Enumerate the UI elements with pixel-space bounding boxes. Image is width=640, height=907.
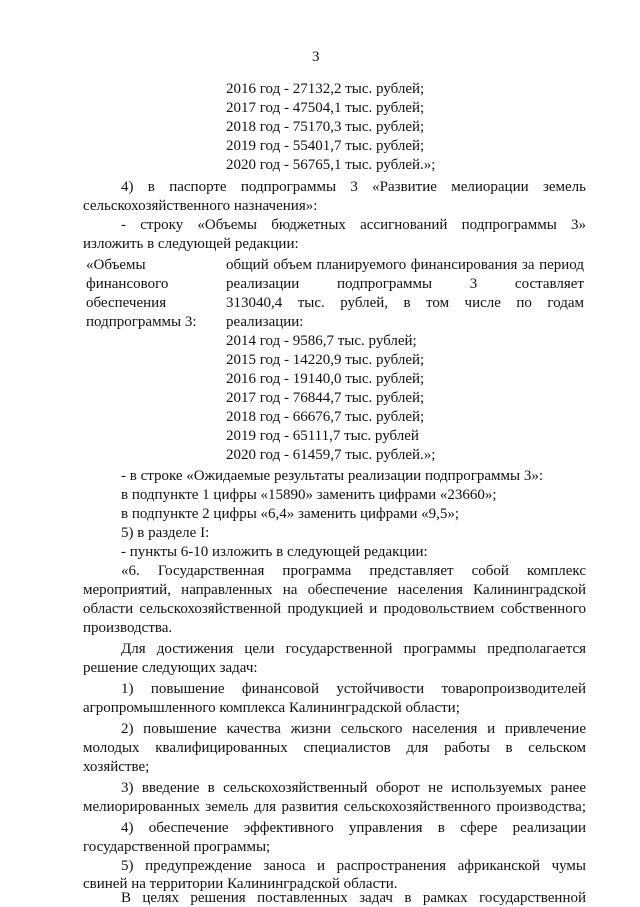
table-year: 2016 год - 19140,0 тыс. рублей; (226, 371, 425, 387)
paragraph-line: Для достижения цели государственной программы предполагается (121, 641, 586, 657)
list-item: 2020 год - 56765,1 тыс. рублей.»; (226, 157, 436, 173)
paragraph-line: производства. (83, 620, 173, 636)
table-year: 2018 год - 66676,7 тыс. рублей; (226, 409, 425, 425)
list-item: 2017 год - 47504,1 тыс. рублей; (226, 100, 425, 116)
paragraph-line: 4) в паспорте подпрограммы 3 «Развитие мелиорации земель (121, 179, 586, 195)
table-label: обеспечения (86, 295, 167, 311)
table-label: «Объемы (86, 257, 146, 273)
paragraph-line: - строку «Объемы бюджетных ассигнований подпрограммы 3» (121, 217, 586, 233)
paragraph-line: В целях решения поставленных задач в рамках государственной (121, 890, 586, 906)
table-year: 2017 год - 76844,7 тыс. рублей; (226, 390, 425, 406)
paragraph-line: хозяйстве; (83, 759, 150, 775)
paragraph-line: сельскохозяйственного назначения»: (83, 198, 318, 214)
list-item: 2018 год - 75170,3 тыс. рублей; (226, 119, 425, 135)
paragraph-line: 5) в разделе I: (121, 525, 210, 541)
table-year: 2019 год - 65111,7 тыс. рублей (226, 428, 419, 444)
paragraph-line: 1) повышение финансовой устойчивости товаропроизводителей (121, 681, 586, 697)
paragraph-line: молодых квалифицированных специалистов для работы в сельском (83, 740, 586, 756)
page-number: 3 (312, 49, 320, 65)
paragraph-line: мелиорированных земель для развития сельскохозяйственного производства; (83, 799, 586, 815)
table-text: общий объем планируемого финансирования за период (226, 257, 584, 273)
table-text: 313040,4 тыс. рублей, в том числе по годам (226, 295, 584, 311)
paragraph-line: - пункты 6-10 изложить в следующей редакции: (121, 544, 428, 560)
table-year: 2020 год - 61459,7 тыс. рублей.»; (226, 447, 436, 463)
paragraph-line: 5) предупреждение заноса и распространения африканской чумы (121, 858, 586, 874)
paragraph-line: 4) обеспечение эффективного управления в сфере реализации (121, 820, 586, 836)
paragraph-line: агропромышленного комплекса Калининградской области; (83, 700, 460, 716)
paragraph-line: «6. Государственная программа представляет собой комплекс (121, 563, 586, 579)
paragraph-line: в подпункте 1 цифры «15890» заменить цифрами «23660»; (121, 487, 497, 503)
paragraph-line: области сельскохозяйственной продукцией и продовольствием собственного (83, 601, 586, 617)
paragraph-line: свиней на территории Калининградской области. (83, 876, 398, 892)
paragraph-line: изложить в следующей редакции: (83, 236, 299, 252)
paragraph-line: 2) повышение качества жизни сельского населения и привлечение (121, 721, 586, 737)
paragraph-line: - в строке «Ожидаемые результаты реализации подпрограммы 3»: (121, 468, 543, 484)
paragraph-line: государственной программы; (83, 839, 271, 855)
table-year: 2014 год - 9586,7 тыс. рублей; (226, 333, 417, 349)
table-year: 2015 год - 14220,9 тыс. рублей; (226, 352, 425, 368)
paragraph-line: решение следующих задач: (83, 660, 258, 676)
table-label: финансового (86, 276, 169, 292)
table-text: реализации подпрограммы 3 составляет (226, 276, 584, 292)
table-text: реализации: (226, 314, 304, 330)
table-label: подпрограммы 3: (86, 314, 197, 330)
paragraph-line: мероприятий, направленных на обеспечение населения Калининградской (83, 582, 586, 598)
list-item: 2019 год - 55401,7 тыс. рублей; (226, 138, 425, 154)
paragraph-line: 3) введение в сельскохозяйственный оборот не используемых ранее (121, 780, 586, 796)
paragraph-line: в подпункте 2 цифры «6,4» заменить цифрами «9,5»; (121, 506, 460, 522)
list-item: 2016 год - 27132,2 тыс. рублей; (226, 81, 425, 97)
